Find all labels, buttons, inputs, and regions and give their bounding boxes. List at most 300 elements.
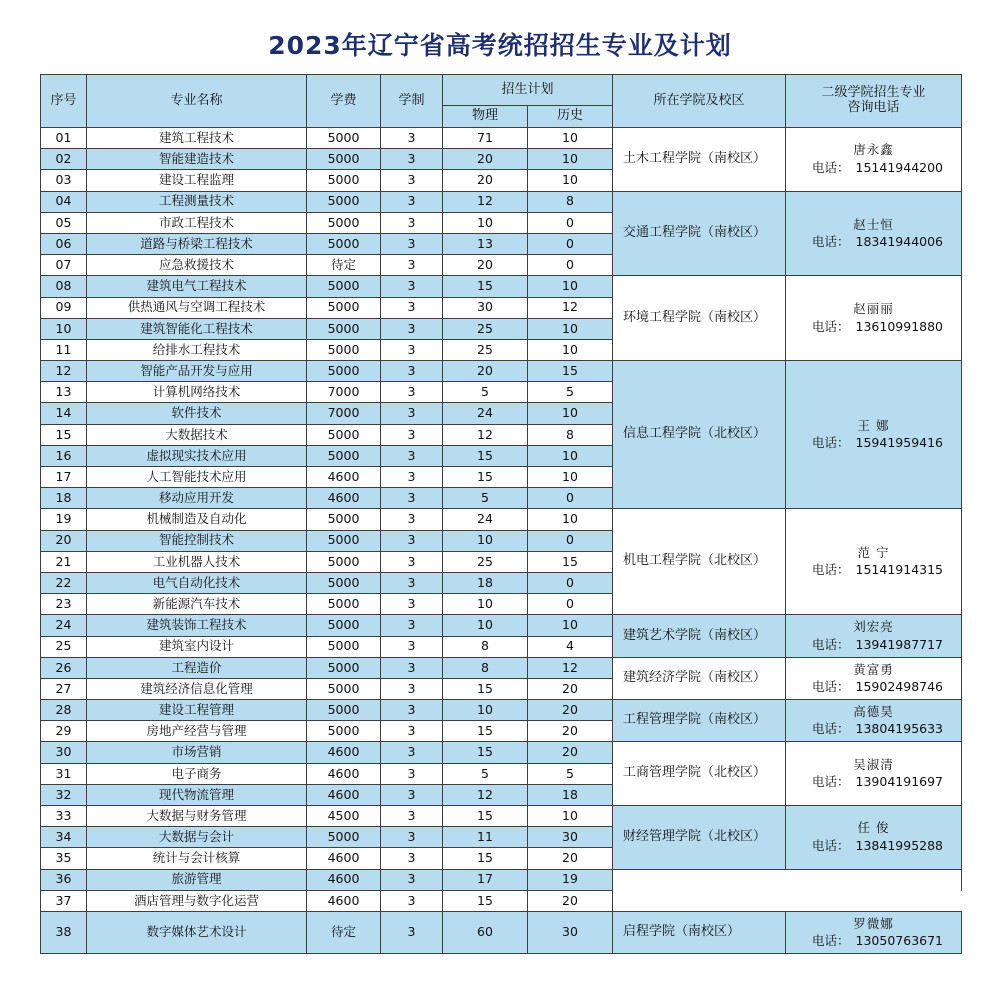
- seq-cell: 10: [41, 318, 87, 339]
- history-cell: 20: [528, 742, 613, 763]
- major-cell: 现代物流管理: [87, 784, 307, 805]
- history-cell: 20: [528, 700, 613, 721]
- years-cell: 3: [381, 763, 443, 784]
- contact-phone: [786, 638, 961, 652]
- history-cell: 5: [528, 382, 613, 403]
- table-header: [41, 75, 962, 128]
- years-cell: 3: [381, 530, 443, 551]
- seq-cell: 37: [41, 890, 87, 911]
- contact-phone: [786, 235, 961, 249]
- fee-cell: 待定: [307, 911, 381, 953]
- history-cell: 10: [528, 128, 613, 149]
- years-cell: 3: [381, 509, 443, 530]
- fee-cell: 5000: [307, 721, 381, 742]
- contact-cell: [786, 128, 962, 192]
- history-cell: 5: [528, 763, 613, 784]
- college-cell: 启程学院（南校区）: [613, 911, 786, 953]
- major-cell: 大数据技术: [87, 424, 307, 445]
- seq-cell: 24: [41, 615, 87, 636]
- physics-cell: 10: [443, 530, 528, 551]
- physics-cell: 13: [443, 233, 528, 254]
- contact-cell: [786, 276, 962, 361]
- seq-cell: 09: [41, 297, 87, 318]
- seq-cell: 13: [41, 382, 87, 403]
- seq-cell: 30: [41, 742, 87, 763]
- header-plan: 招生计划: [443, 75, 613, 106]
- years-cell: 3: [381, 784, 443, 805]
- years-cell: 3: [381, 382, 443, 403]
- seq-cell: 33: [41, 806, 87, 827]
- table-row: [41, 615, 962, 636]
- major-cell: 供热通风与空调工程技术: [87, 297, 307, 318]
- major-cell: 电气自动化技术: [87, 572, 307, 593]
- fee-cell: 5000: [307, 128, 381, 149]
- fee-cell: 5000: [307, 212, 381, 233]
- history-cell: 8: [528, 191, 613, 212]
- seq-cell: 07: [41, 255, 87, 276]
- contact-cell: [786, 657, 962, 699]
- major-cell: 市政工程技术: [87, 212, 307, 233]
- years-cell: 3: [381, 403, 443, 424]
- major-cell: 建筑工程技术: [87, 128, 307, 149]
- fee-cell: 5000: [307, 700, 381, 721]
- contact-cell: [786, 615, 962, 657]
- physics-cell: 15: [443, 742, 528, 763]
- years-cell: 3: [381, 848, 443, 869]
- major-cell: 建筑经济信息化管理: [87, 678, 307, 699]
- seq-cell: 34: [41, 827, 87, 848]
- contact-name: 高德昊: [853, 703, 894, 719]
- college-cell: 工程管理学院（南校区）: [613, 700, 786, 742]
- contact-name: 刘宏亮: [853, 619, 894, 635]
- history-cell: 12: [528, 297, 613, 318]
- physics-cell: 20: [443, 149, 528, 170]
- years-cell: 3: [381, 233, 443, 254]
- fee-cell: 4600: [307, 890, 381, 911]
- fee-cell: 5000: [307, 361, 381, 382]
- table-row: [41, 742, 962, 763]
- fee-cell: 5000: [307, 297, 381, 318]
- years-cell: 3: [381, 467, 443, 488]
- years-cell: 3: [381, 445, 443, 466]
- fee-cell: 7000: [307, 382, 381, 403]
- header-contact-line1: 二级学院招生专业: [821, 85, 926, 101]
- enrollment-plan-table: [40, 74, 962, 954]
- seq-cell: 20: [41, 530, 87, 551]
- major-cell: 软件技术: [87, 403, 307, 424]
- seq-cell: 05: [41, 212, 87, 233]
- years-cell: 3: [381, 149, 443, 170]
- history-cell: 10: [528, 318, 613, 339]
- years-cell: 3: [381, 212, 443, 233]
- years-cell: 3: [381, 551, 443, 572]
- major-cell: 工业机器人技术: [87, 551, 307, 572]
- seq-cell: 08: [41, 276, 87, 297]
- history-cell: 10: [528, 339, 613, 360]
- physics-cell: 60: [443, 911, 528, 953]
- college-cell: 建筑经济学院（南校区）: [613, 657, 786, 699]
- seq-cell: 26: [41, 657, 87, 678]
- seq-cell: 23: [41, 594, 87, 615]
- phone-number: 18341944006: [855, 233, 944, 249]
- seq-cell: 27: [41, 678, 87, 699]
- header-contact-line2: 咨询电话: [847, 100, 900, 115]
- table-row: [41, 911, 962, 953]
- seq-cell: 21: [41, 551, 87, 572]
- history-cell: 0: [528, 572, 613, 593]
- major-cell: 建设工程管理: [87, 700, 307, 721]
- physics-cell: 15: [443, 445, 528, 466]
- major-cell: 计算机网络技术: [87, 382, 307, 403]
- contact-phone: [786, 775, 961, 789]
- fee-cell: 5000: [307, 615, 381, 636]
- years-cell: 3: [381, 742, 443, 763]
- fee-cell: 5000: [307, 170, 381, 191]
- physics-cell: 25: [443, 551, 528, 572]
- college-cell: 信息工程学院（北校区）: [613, 361, 786, 509]
- header-major: 专业名称: [87, 75, 307, 128]
- seq-cell: 36: [41, 869, 87, 890]
- major-cell: 道路与桥梁工程技术: [87, 233, 307, 254]
- history-cell: 10: [528, 403, 613, 424]
- major-cell: 建设工程监理: [87, 170, 307, 191]
- seq-cell: 03: [41, 170, 87, 191]
- phone-number: 13841995288: [855, 837, 944, 853]
- physics-cell: 17: [443, 869, 528, 890]
- years-cell: 3: [381, 636, 443, 657]
- major-cell: 建筑装饰工程技术: [87, 615, 307, 636]
- years-cell: 3: [381, 869, 443, 890]
- years-cell: 3: [381, 890, 443, 911]
- phone-number: 13050763671: [855, 932, 944, 948]
- fee-cell: 4600: [307, 848, 381, 869]
- contact-name: 黄富勇: [853, 661, 894, 677]
- college-cell: 交通工程学院（南校区）: [613, 191, 786, 276]
- contact-phone: [786, 161, 961, 175]
- seq-cell: 29: [41, 721, 87, 742]
- fee-cell: 5000: [307, 657, 381, 678]
- physics-cell: 15: [443, 848, 528, 869]
- phone-label: 电话：: [812, 837, 850, 853]
- physics-cell: 30: [443, 297, 528, 318]
- contact-name: 罗微娜: [853, 915, 894, 931]
- history-cell: 0: [528, 233, 613, 254]
- history-cell: 10: [528, 170, 613, 191]
- physics-cell: 8: [443, 636, 528, 657]
- physics-cell: 71: [443, 128, 528, 149]
- seq-cell: 11: [41, 339, 87, 360]
- fee-cell: 5000: [307, 594, 381, 615]
- fee-cell: 4600: [307, 467, 381, 488]
- physics-cell: 24: [443, 403, 528, 424]
- physics-cell: 5: [443, 488, 528, 509]
- history-cell: 30: [528, 827, 613, 848]
- seq-cell: 38: [41, 911, 87, 953]
- fee-cell: 5000: [307, 827, 381, 848]
- header-physics: 物理: [443, 106, 528, 128]
- contact-phone: [786, 320, 961, 334]
- phone-label: 电话：: [812, 932, 850, 948]
- table-row: [41, 700, 962, 721]
- years-cell: 3: [381, 276, 443, 297]
- major-cell: 智能产品开发与应用: [87, 361, 307, 382]
- fee-cell: 5000: [307, 509, 381, 530]
- contact-cell: [786, 911, 962, 953]
- contact-name: 赵士恒: [853, 216, 894, 232]
- seq-cell: 15: [41, 424, 87, 445]
- physics-cell: 10: [443, 212, 528, 233]
- major-cell: 旅游管理: [87, 869, 307, 890]
- years-cell: 3: [381, 255, 443, 276]
- fee-cell: 5000: [307, 339, 381, 360]
- years-cell: 3: [381, 700, 443, 721]
- seq-cell: 25: [41, 636, 87, 657]
- contact-phone: [786, 934, 961, 948]
- history-cell: 20: [528, 721, 613, 742]
- phone-label: 电话：: [812, 159, 850, 175]
- seq-cell: 02: [41, 149, 87, 170]
- page-title: 2023年辽宁省高考统招招生专业及计划: [268, 31, 732, 60]
- physics-cell: 25: [443, 318, 528, 339]
- contact-phone: [786, 722, 961, 736]
- physics-cell: 20: [443, 361, 528, 382]
- physics-cell: 5: [443, 382, 528, 403]
- contact-name: 唐永鑫: [853, 142, 894, 158]
- years-cell: 3: [381, 615, 443, 636]
- fee-cell: 4600: [307, 488, 381, 509]
- years-cell: 3: [381, 191, 443, 212]
- contact-cell: [786, 191, 962, 276]
- fee-cell: 7000: [307, 403, 381, 424]
- history-cell: 10: [528, 276, 613, 297]
- phone-number: 13610991880: [855, 318, 944, 334]
- physics-cell: 15: [443, 678, 528, 699]
- contact-cell: [786, 806, 962, 870]
- major-cell: 工程造价: [87, 657, 307, 678]
- fee-cell: 5000: [307, 233, 381, 254]
- major-cell: 智能控制技术: [87, 530, 307, 551]
- college-cell: 工商管理学院（北校区）: [613, 742, 786, 806]
- major-cell: 电子商务: [87, 763, 307, 784]
- history-cell: 20: [528, 890, 613, 911]
- college-cell: 机电工程学院（北校区）: [613, 509, 786, 615]
- major-cell: 工程测量技术: [87, 191, 307, 212]
- physics-cell: 10: [443, 594, 528, 615]
- table-row: [41, 276, 962, 297]
- fee-cell: 5000: [307, 318, 381, 339]
- physics-cell: 12: [443, 424, 528, 445]
- phone-label: 电话：: [812, 562, 850, 578]
- physics-cell: 10: [443, 700, 528, 721]
- physics-cell: 20: [443, 255, 528, 276]
- major-cell: 新能源汽车技术: [87, 594, 307, 615]
- header-contact: [786, 75, 962, 128]
- seq-cell: 18: [41, 488, 87, 509]
- physics-cell: 12: [443, 191, 528, 212]
- major-cell: 建筑智能化工程技术: [87, 318, 307, 339]
- phone-label: 电话：: [812, 721, 850, 737]
- table-row: [41, 657, 962, 678]
- years-cell: 3: [381, 827, 443, 848]
- seq-cell: 22: [41, 572, 87, 593]
- table-row: [41, 128, 962, 149]
- history-cell: 0: [528, 594, 613, 615]
- physics-cell: 24: [443, 509, 528, 530]
- years-cell: 3: [381, 721, 443, 742]
- phone-number: 15941959416: [855, 435, 944, 451]
- history-cell: 15: [528, 361, 613, 382]
- years-cell: 3: [381, 488, 443, 509]
- phone-number: 13904191697: [855, 774, 944, 790]
- seq-cell: 01: [41, 128, 87, 149]
- major-cell: 统计与会计核算: [87, 848, 307, 869]
- header-history: 历史: [528, 106, 613, 128]
- history-cell: 0: [528, 212, 613, 233]
- seq-cell: 35: [41, 848, 87, 869]
- phone-label: 电话：: [812, 435, 850, 451]
- contact-phone: [786, 680, 961, 694]
- years-cell: 3: [381, 657, 443, 678]
- phone-label: 电话：: [812, 774, 850, 790]
- major-cell: 市场营销: [87, 742, 307, 763]
- contact-phone: [786, 839, 961, 853]
- history-cell: 0: [528, 255, 613, 276]
- years-cell: 3: [381, 678, 443, 699]
- major-cell: 酒店管理与数字化运营: [87, 890, 307, 911]
- major-cell: 应急救援技术: [87, 255, 307, 276]
- seq-cell: 14: [41, 403, 87, 424]
- years-cell: 3: [381, 911, 443, 953]
- major-cell: 移动应用开发: [87, 488, 307, 509]
- contact-cell: [786, 509, 962, 615]
- table-row: [41, 509, 962, 530]
- physics-cell: 15: [443, 806, 528, 827]
- physics-cell: 12: [443, 784, 528, 805]
- contact-name: 赵丽丽: [853, 301, 894, 317]
- history-cell: 18: [528, 784, 613, 805]
- physics-cell: 20: [443, 170, 528, 191]
- years-cell: 3: [381, 594, 443, 615]
- seq-cell: 17: [41, 467, 87, 488]
- history-cell: 10: [528, 445, 613, 466]
- history-cell: 30: [528, 911, 613, 953]
- physics-cell: 15: [443, 890, 528, 911]
- history-cell: 20: [528, 848, 613, 869]
- fee-cell: 4600: [307, 763, 381, 784]
- fee-cell: 5000: [307, 424, 381, 445]
- years-cell: 3: [381, 361, 443, 382]
- phone-label: 电话：: [812, 678, 850, 694]
- fee-cell: 4500: [307, 806, 381, 827]
- fee-cell: 5000: [307, 530, 381, 551]
- years-cell: 3: [381, 170, 443, 191]
- contact-phone: [786, 436, 961, 450]
- major-cell: 人工智能技术应用: [87, 467, 307, 488]
- fee-cell: 4600: [307, 742, 381, 763]
- fee-cell: 5000: [307, 572, 381, 593]
- years-cell: 3: [381, 297, 443, 318]
- major-cell: 建筑室内设计: [87, 636, 307, 657]
- major-cell: 虚拟现实技术应用: [87, 445, 307, 466]
- seq-cell: 16: [41, 445, 87, 466]
- physics-cell: 15: [443, 276, 528, 297]
- fee-cell: 5000: [307, 276, 381, 297]
- college-cell: 土木工程学院（南校区）: [613, 128, 786, 192]
- college-cell: 环境工程学院（南校区）: [613, 276, 786, 361]
- physics-cell: 15: [443, 721, 528, 742]
- history-cell: 19: [528, 869, 613, 890]
- fee-cell: 5000: [307, 678, 381, 699]
- fee-cell: 5000: [307, 445, 381, 466]
- history-cell: 0: [528, 530, 613, 551]
- years-cell: 3: [381, 128, 443, 149]
- header-seq: 序号: [41, 75, 87, 128]
- seq-cell: 12: [41, 361, 87, 382]
- physics-cell: 10: [443, 615, 528, 636]
- years-cell: 3: [381, 318, 443, 339]
- history-cell: 10: [528, 806, 613, 827]
- history-cell: 20: [528, 678, 613, 699]
- fee-cell: 5000: [307, 636, 381, 657]
- physics-cell: 5: [443, 763, 528, 784]
- years-cell: 3: [381, 806, 443, 827]
- fee-cell: 待定: [307, 255, 381, 276]
- physics-cell: 11: [443, 827, 528, 848]
- major-cell: 大数据与财务管理: [87, 806, 307, 827]
- history-cell: 15: [528, 551, 613, 572]
- contact-phone: [786, 563, 961, 577]
- table-row: [41, 806, 962, 827]
- history-cell: 8: [528, 424, 613, 445]
- major-cell: 智能建造技术: [87, 149, 307, 170]
- table-row: [41, 890, 962, 911]
- fee-cell: 5000: [307, 191, 381, 212]
- contact-cell: [786, 742, 962, 806]
- years-cell: 3: [381, 339, 443, 360]
- fee-cell: 5000: [307, 551, 381, 572]
- phone-label: 电话：: [812, 233, 850, 249]
- fee-cell: 4600: [307, 869, 381, 890]
- contact-name: 任 俊: [857, 820, 890, 836]
- history-cell: 0: [528, 488, 613, 509]
- seq-cell: 19: [41, 509, 87, 530]
- table-body: [41, 128, 962, 954]
- contact-name: 王 娜: [857, 417, 890, 433]
- fee-cell: 5000: [307, 149, 381, 170]
- header-college: 所在学院及校区: [613, 75, 786, 128]
- fee-cell: 4600: [307, 784, 381, 805]
- seq-cell: 06: [41, 233, 87, 254]
- physics-cell: 15: [443, 467, 528, 488]
- history-cell: 4: [528, 636, 613, 657]
- physics-cell: 18: [443, 572, 528, 593]
- major-cell: 房地产经营与管理: [87, 721, 307, 742]
- contact-cell: [786, 700, 962, 742]
- phone-number: 15902498746: [855, 678, 944, 694]
- college-cell: 建筑艺术学院（南校区）: [613, 615, 786, 657]
- major-cell: 大数据与会计: [87, 827, 307, 848]
- contact-cell: [786, 361, 962, 509]
- header-fee: 学费: [307, 75, 381, 128]
- physics-cell: 8: [443, 657, 528, 678]
- table-row: [41, 869, 962, 890]
- table-row: [41, 361, 962, 382]
- phone-number: 13941987717: [855, 636, 944, 652]
- seq-cell: 31: [41, 763, 87, 784]
- phone-number: 13804195633: [855, 721, 944, 737]
- history-cell: 10: [528, 467, 613, 488]
- table-row: [41, 191, 962, 212]
